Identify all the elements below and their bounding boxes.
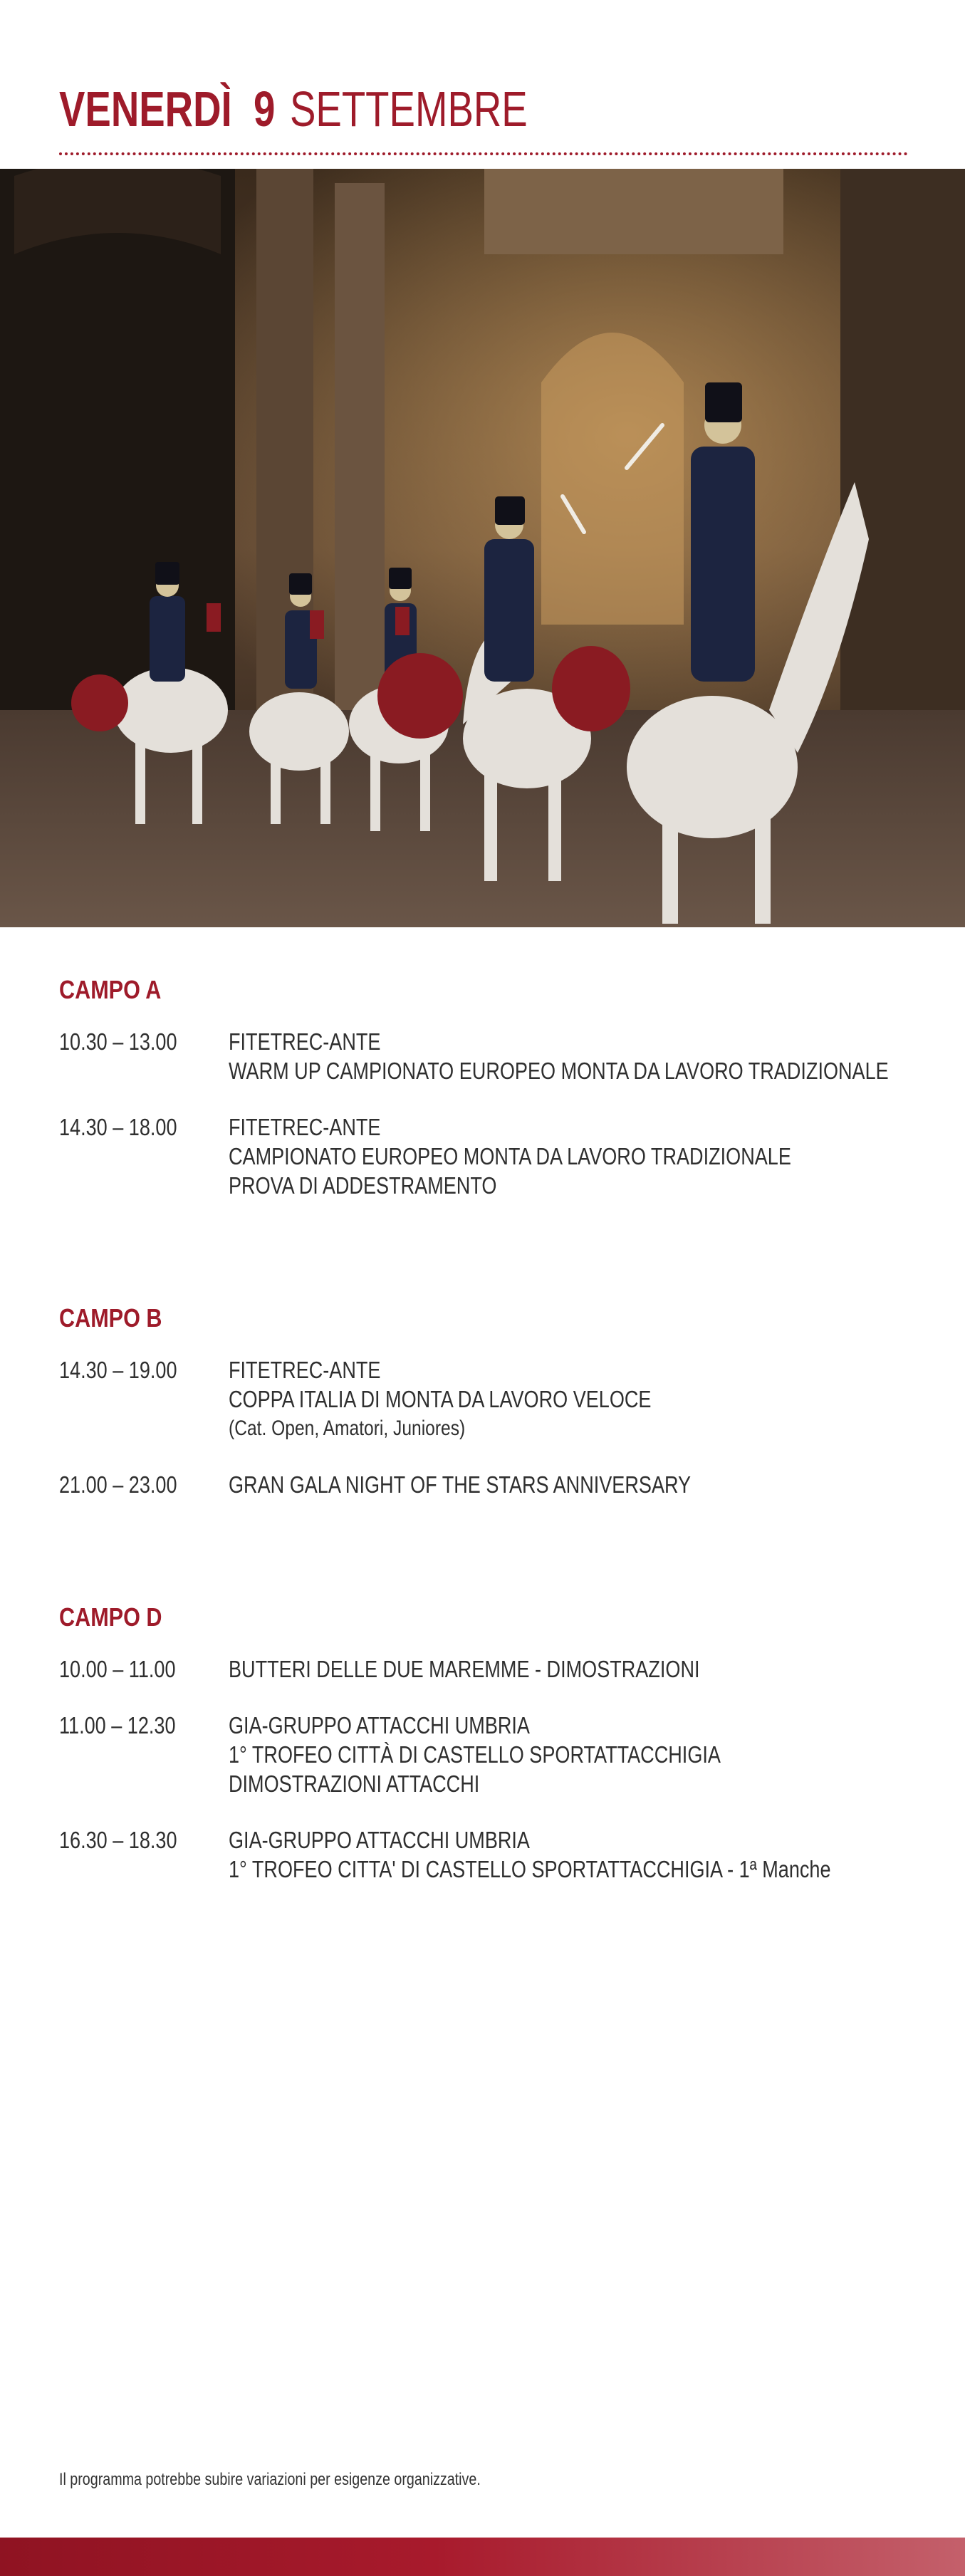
event-line: (Cat. Open, Amatori, Juniores) (229, 1417, 466, 1440)
event-time: 21.00 – 23.00 (59, 1471, 177, 1498)
event-time: 14.30 – 18.00 (59, 1114, 177, 1140)
schedule (59, 969, 914, 1911)
event-line: FITETREC-ANTE (229, 1357, 381, 1383)
event-line: FITETREC-ANTE (229, 1114, 381, 1140)
page-header (59, 77, 908, 155)
footer-color-bar (0, 2538, 965, 2576)
event-line: 1° TROFEO CITTÀ DI CASTELLO SPORTATTACCHIGIA (229, 1741, 721, 1768)
campo-d-section (59, 1596, 914, 1884)
event-line: DIMOSTRAZIONI ATTACCHI (229, 1771, 480, 1797)
schedule-item (59, 1027, 914, 1085)
campo-a-title: CAMPO A (59, 975, 162, 1004)
event-line: GIA-GRUPPO ATTACCHI UMBRIA (229, 1827, 530, 1853)
title-month: SETTEMBRE (290, 81, 528, 137)
event-line: GIA-GRUPPO ATTACCHI UMBRIA (229, 1712, 530, 1738)
event-line: BUTTERI DELLE DUE MAREMME - DIMOSTRAZIONI (229, 1656, 700, 1682)
schedule-item (59, 1112, 914, 1200)
event-time: 10.00 – 11.00 (59, 1656, 176, 1682)
event-line: WARM UP CAMPIONATO EUROPEO MONTA DA LAVORO TRADIZIONALE (229, 1058, 889, 1084)
campo-b-title: CAMPO B (59, 1303, 162, 1333)
event-line: 1° TROFEO CITTA' DI CASTELLO SPORTATTACCHIGIA - 1ª Manche (229, 1856, 831, 1882)
campo-b-section (59, 1297, 914, 1499)
schedule-item (59, 1355, 914, 1443)
event-line: PROVA DI ADDESTRAMENTO (229, 1172, 497, 1199)
schedule-item (59, 1470, 914, 1499)
page-title (59, 77, 908, 141)
event-time: 14.30 – 19.00 (59, 1357, 177, 1383)
campo-a-section (59, 969, 914, 1200)
campo-d-title: CAMPO D (59, 1602, 162, 1632)
title-divider (59, 152, 908, 155)
event-time: 16.30 – 18.30 (59, 1827, 177, 1853)
disclaimer-note: Il programma potrebbe subire variazioni per esigenze organizzative. (59, 2470, 481, 2489)
schedule-item (59, 1711, 914, 1798)
cavalry-band-photo (0, 169, 965, 927)
schedule-item (59, 1654, 914, 1684)
event-time: 10.30 – 13.00 (59, 1028, 177, 1055)
event-line: GRAN GALA NIGHT OF THE STARS ANNIVERSARY (229, 1471, 692, 1498)
event-time: 11.00 – 12.30 (59, 1712, 176, 1738)
title-number: 9 (254, 81, 276, 137)
event-line: CAMPIONATO EUROPEO MONTA DA LAVORO TRADIZIONALE (229, 1143, 791, 1169)
schedule-item (59, 1825, 914, 1884)
event-line: COPPA ITALIA DI MONTA DA LAVORO VELOCE (229, 1386, 652, 1412)
event-line: FITETREC-ANTE (229, 1028, 381, 1055)
title-day: VENERDÌ (59, 81, 232, 137)
photo-icon (0, 169, 965, 927)
